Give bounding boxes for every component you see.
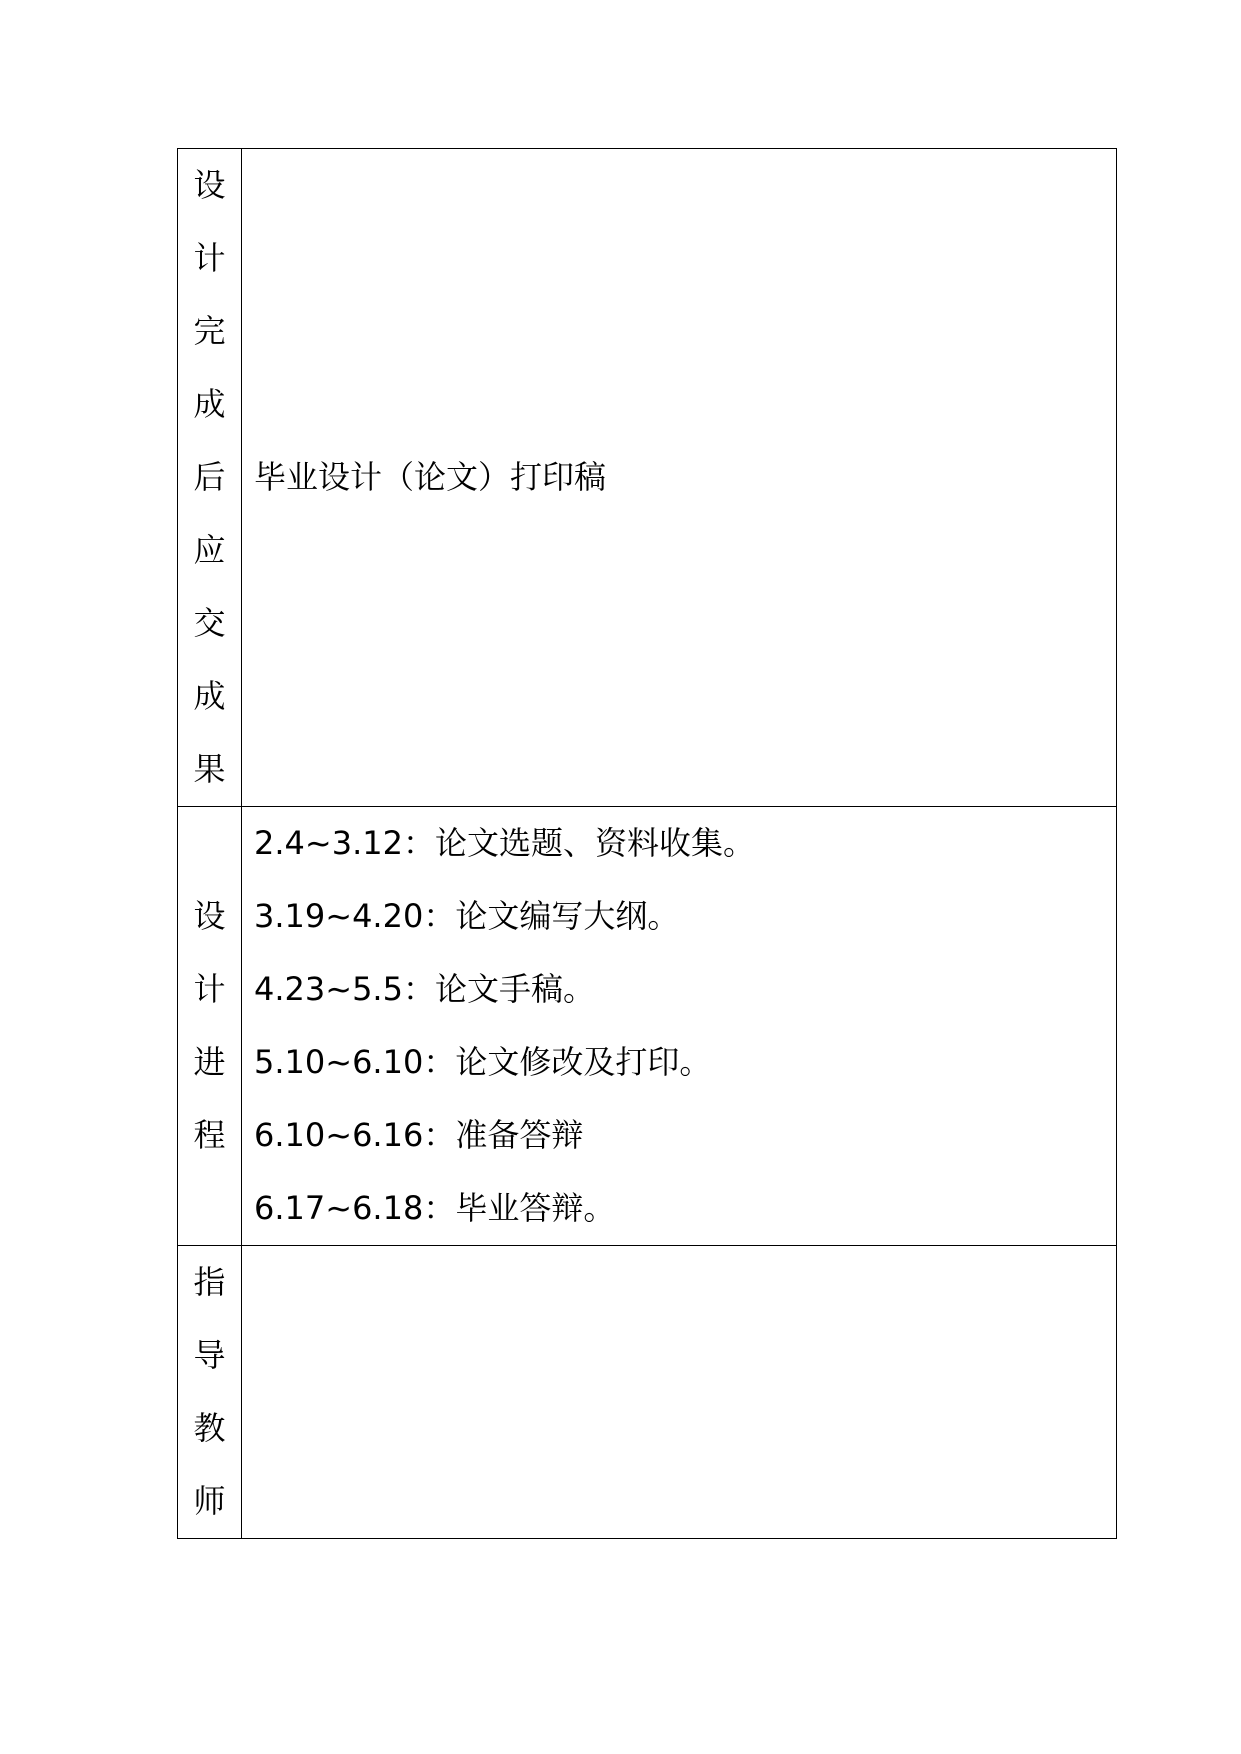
schedule-item: 5.10~6.10：论文修改及打印。 — [254, 1043, 712, 1081]
label-char: 后 — [193, 458, 226, 496]
advisor-label-cell — [178, 1246, 242, 1539]
results-label-cell — [178, 149, 242, 807]
advisor-content-cell — [242, 1246, 1117, 1539]
progress-content-cell — [242, 807, 1117, 1246]
schedule-item: 3.19~4.20：论文编写大纲。 — [254, 897, 680, 935]
progress-label — [178, 880, 241, 1172]
schedule-item: 4.23~5.5：论文手稿。 — [254, 970, 595, 1008]
label-char: 导 — [193, 1336, 226, 1374]
results-content: 毕业设计（论文）打印稿 — [254, 458, 607, 496]
advisor-label — [178, 1246, 241, 1538]
label-char: 教 — [193, 1409, 226, 1447]
label-char: 指 — [193, 1263, 226, 1301]
results-row — [178, 149, 1117, 807]
label-char: 完 — [193, 312, 226, 350]
results-content-cell — [242, 149, 1117, 807]
label-char: 设 — [193, 166, 226, 204]
thesis-form-table — [177, 148, 1117, 1539]
schedule-item: 6.17~6.18：毕业答辩。 — [254, 1189, 616, 1227]
progress-label-cell — [178, 807, 242, 1246]
label-char: 计 — [193, 239, 226, 277]
schedule-item: 6.10~6.16：准备答辩 — [254, 1116, 584, 1154]
label-char: 进 — [193, 1043, 226, 1081]
progress-row — [178, 807, 1117, 1246]
results-label — [178, 149, 241, 806]
label-char: 设 — [193, 897, 226, 935]
label-char: 成 — [193, 677, 226, 715]
schedule-item: 2.4~3.12：论文选题、资料收集。 — [254, 824, 755, 862]
label-char: 交 — [193, 604, 226, 642]
label-char: 程 — [193, 1116, 226, 1154]
label-char: 成 — [193, 385, 226, 423]
advisor-row — [178, 1246, 1117, 1539]
label-char: 师 — [193, 1482, 226, 1520]
label-char: 应 — [193, 531, 226, 569]
label-char: 计 — [193, 970, 226, 1008]
schedule-list — [242, 807, 1116, 1245]
label-char: 果 — [193, 750, 226, 788]
